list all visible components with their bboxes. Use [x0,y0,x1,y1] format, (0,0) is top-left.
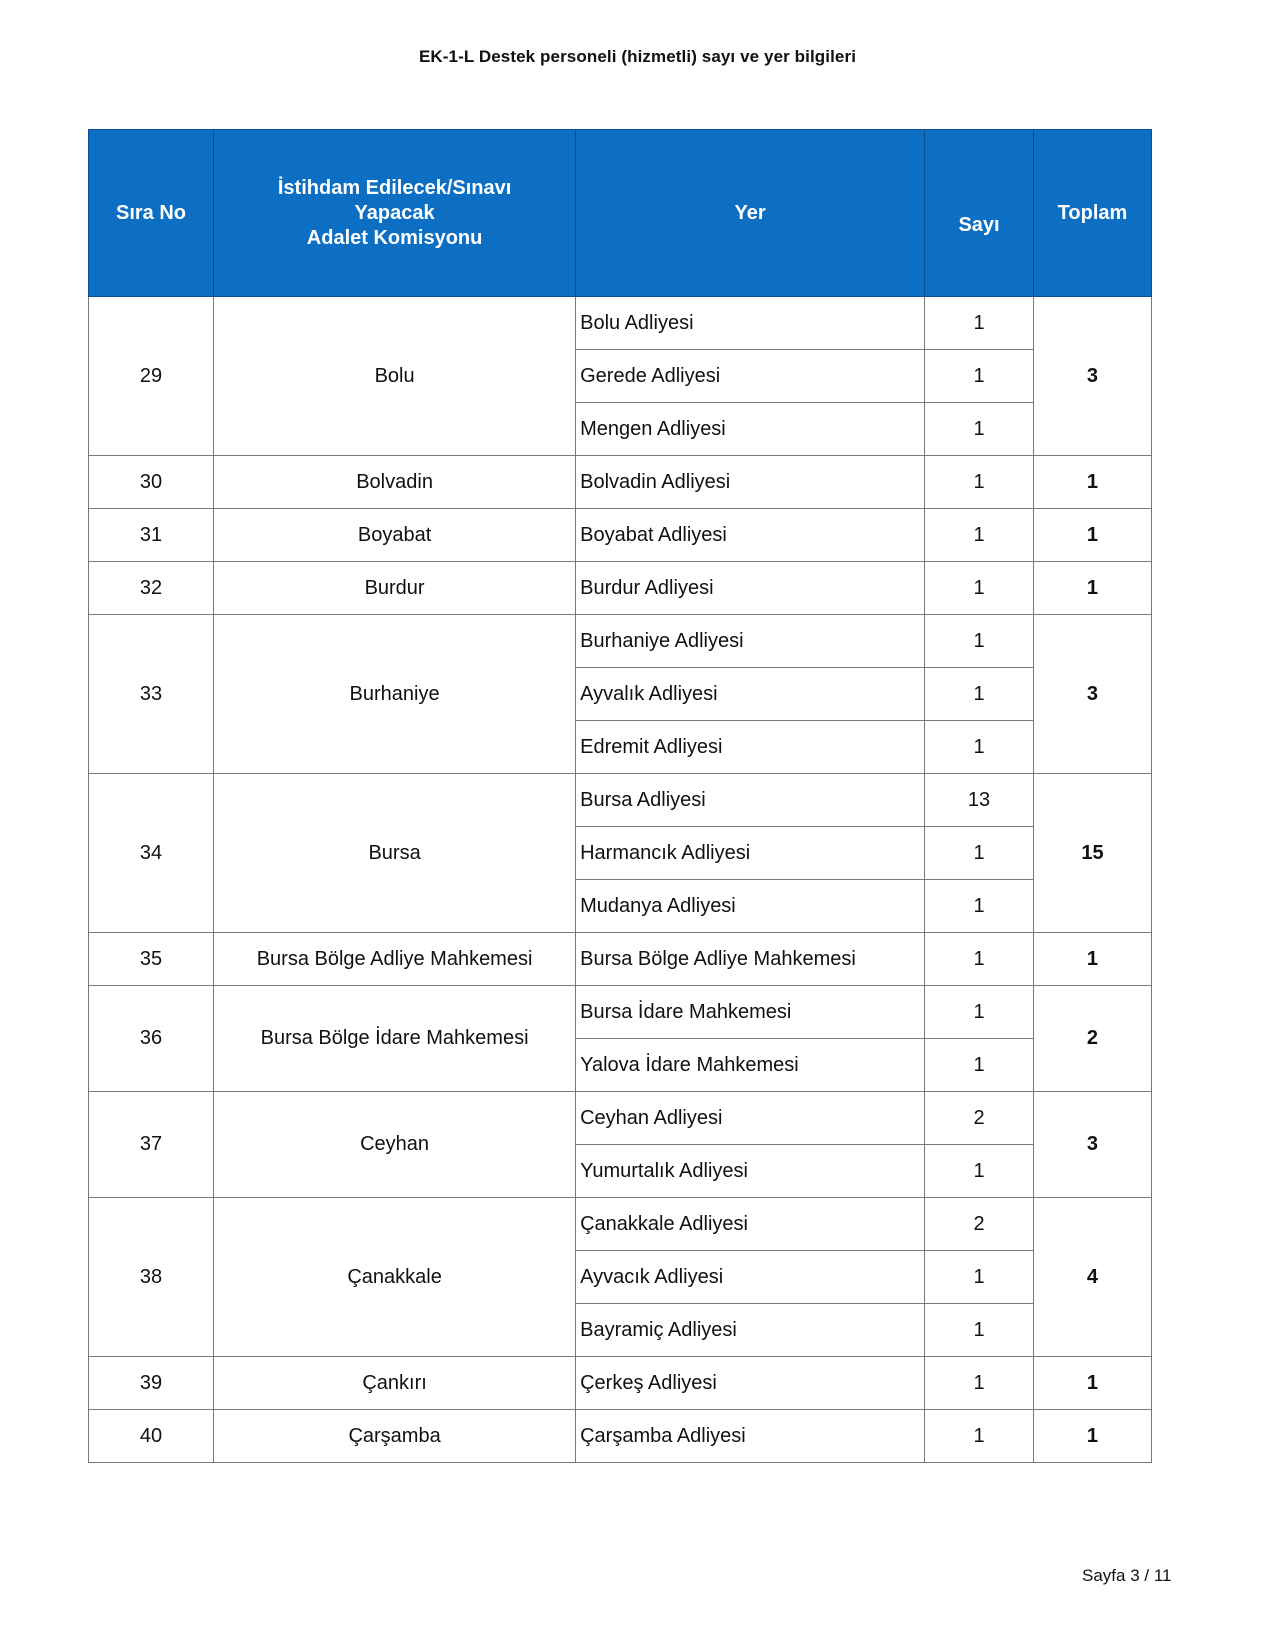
komisyon-cell: Çanakkale [214,1198,576,1357]
komisyon-cell: Çarşamba [214,1410,576,1463]
yer-cell: Harmancık Adliyesi [576,827,925,880]
sayi-cell: 1 [925,1039,1034,1092]
yer-cell: Ayvalık Adliyesi [576,668,925,721]
yer-cell: Bursa Adliyesi [576,774,925,827]
sayi-cell: 1 [925,1145,1034,1198]
table-row [89,1092,1152,1145]
table-row [89,986,1152,1039]
sayi-cell: 1 [925,403,1034,456]
sayi-cell: 2 [925,1198,1034,1251]
sayi-cell: 1 [925,456,1034,509]
sayi-cell: 1 [925,615,1034,668]
yer-cell: Ayvacık Adliyesi [576,1251,925,1304]
sayi-cell: 1 [925,509,1034,562]
document-title: EK-1-L Destek personeli (hizmetli) sayı ve yer bilgileri [418,47,857,66]
toplam-cell: 1 [1033,456,1151,509]
sayi-cell: 1 [925,880,1034,933]
toplam-cell: 3 [1033,615,1151,774]
header-sayi: Sayı [925,130,1034,297]
komisyon-cell: Bursa Bölge İdare Mahkemesi [214,986,576,1092]
komisyon-cell: Çankırı [214,1357,576,1410]
toplam-cell: 3 [1033,297,1151,456]
staff-allocation-table [88,129,1152,1463]
sira-no-cell: 34 [89,774,214,933]
yer-cell: Burdur Adliyesi [576,562,925,615]
yer-cell: Yumurtalık Adliyesi [576,1145,925,1198]
sayi-cell: 1 [925,1304,1034,1357]
table-row [89,1410,1152,1463]
komisyon-cell: Bolvadin [214,456,576,509]
toplam-cell: 1 [1033,933,1151,986]
table-row [89,456,1152,509]
table-body [89,297,1152,1463]
toplam-cell: 1 [1033,509,1151,562]
table-row [89,615,1152,668]
header-sira-no: Sıra No [89,130,214,297]
yer-cell: Yalova İdare Mahkemesi [576,1039,925,1092]
header-komisyon-line2: Yapacak [354,201,435,224]
toplam-cell: 2 [1033,986,1151,1092]
yer-cell: Çarşamba Adliyesi [576,1410,925,1463]
yer-cell: Gerede Adliyesi [576,350,925,403]
komisyon-cell: Burdur [214,562,576,615]
sayi-cell: 1 [925,297,1034,350]
sira-no-cell: 29 [89,297,214,456]
header-komisyon [214,130,576,297]
yer-cell: Boyabat Adliyesi [576,509,925,562]
sira-no-cell: 30 [89,456,214,509]
sayi-cell: 1 [925,1410,1034,1463]
toplam-cell: 4 [1033,1198,1151,1357]
komisyon-cell: Boyabat [214,509,576,562]
table-row [89,1357,1152,1410]
sira-no-cell: 36 [89,986,214,1092]
sira-no-cell: 38 [89,1198,214,1357]
yer-cell: Mengen Adliyesi [576,403,925,456]
table-row [89,509,1152,562]
sira-no-cell: 37 [89,1092,214,1198]
sira-no-cell: 32 [89,562,214,615]
sayi-cell: 1 [925,1357,1034,1410]
table-row [89,297,1152,350]
header-toplam: Toplam [1033,130,1151,297]
table-row [89,562,1152,615]
komisyon-cell: Bolu [214,297,576,456]
sayi-cell: 1 [925,668,1034,721]
header-komisyon-line3: Adalet Komisyonu [306,226,483,249]
sayi-cell: 1 [925,933,1034,986]
table-row [89,1198,1152,1251]
sira-no-cell: 40 [89,1410,214,1463]
sayi-cell: 1 [925,350,1034,403]
yer-cell: Burhaniye Adliyesi [576,615,925,668]
sayi-cell: 1 [925,827,1034,880]
table-row [89,774,1152,827]
sayi-cell: 1 [925,721,1034,774]
yer-cell: Bursa İdare Mahkemesi [576,986,925,1039]
yer-cell: Bayramiç Adliyesi [576,1304,925,1357]
toplam-cell: 1 [1033,1357,1151,1410]
toplam-cell: 15 [1033,774,1151,933]
sira-no-cell: 31 [89,509,214,562]
page-number: Sayfa 3 / 11 [1082,1566,1172,1585]
sira-no-cell: 35 [89,933,214,986]
yer-cell: Mudanya Adliyesi [576,880,925,933]
sayi-cell: 13 [925,774,1034,827]
sira-no-cell: 39 [89,1357,214,1410]
yer-cell: Çanakkale Adliyesi [576,1198,925,1251]
yer-cell: Ceyhan Adliyesi [576,1092,925,1145]
header-komisyon-line1: İstihdam Edilecek/Sınavı [277,176,512,199]
yer-cell: Bolvadin Adliyesi [576,456,925,509]
sira-no-cell: 33 [89,615,214,774]
toplam-cell: 1 [1033,562,1151,615]
yer-cell: Edremit Adliyesi [576,721,925,774]
sayi-cell: 2 [925,1092,1034,1145]
header-yer: Yer [576,130,925,297]
yer-cell: Bolu Adliyesi [576,297,925,350]
komisyon-cell: Ceyhan [214,1092,576,1198]
sayi-cell: 1 [925,1251,1034,1304]
yer-cell: Çerkeş Adliyesi [576,1357,925,1410]
komisyon-cell: Bursa [214,774,576,933]
toplam-cell: 3 [1033,1092,1151,1198]
toplam-cell: 1 [1033,1410,1151,1463]
komisyon-cell: Burhaniye [214,615,576,774]
komisyon-cell: Bursa Bölge Adliye Mahkemesi [214,933,576,986]
table-header-row [89,130,1152,297]
yer-cell: Bursa Bölge Adliye Mahkemesi [576,933,925,986]
table-row [89,933,1152,986]
sayi-cell: 1 [925,986,1034,1039]
sayi-cell: 1 [925,562,1034,615]
